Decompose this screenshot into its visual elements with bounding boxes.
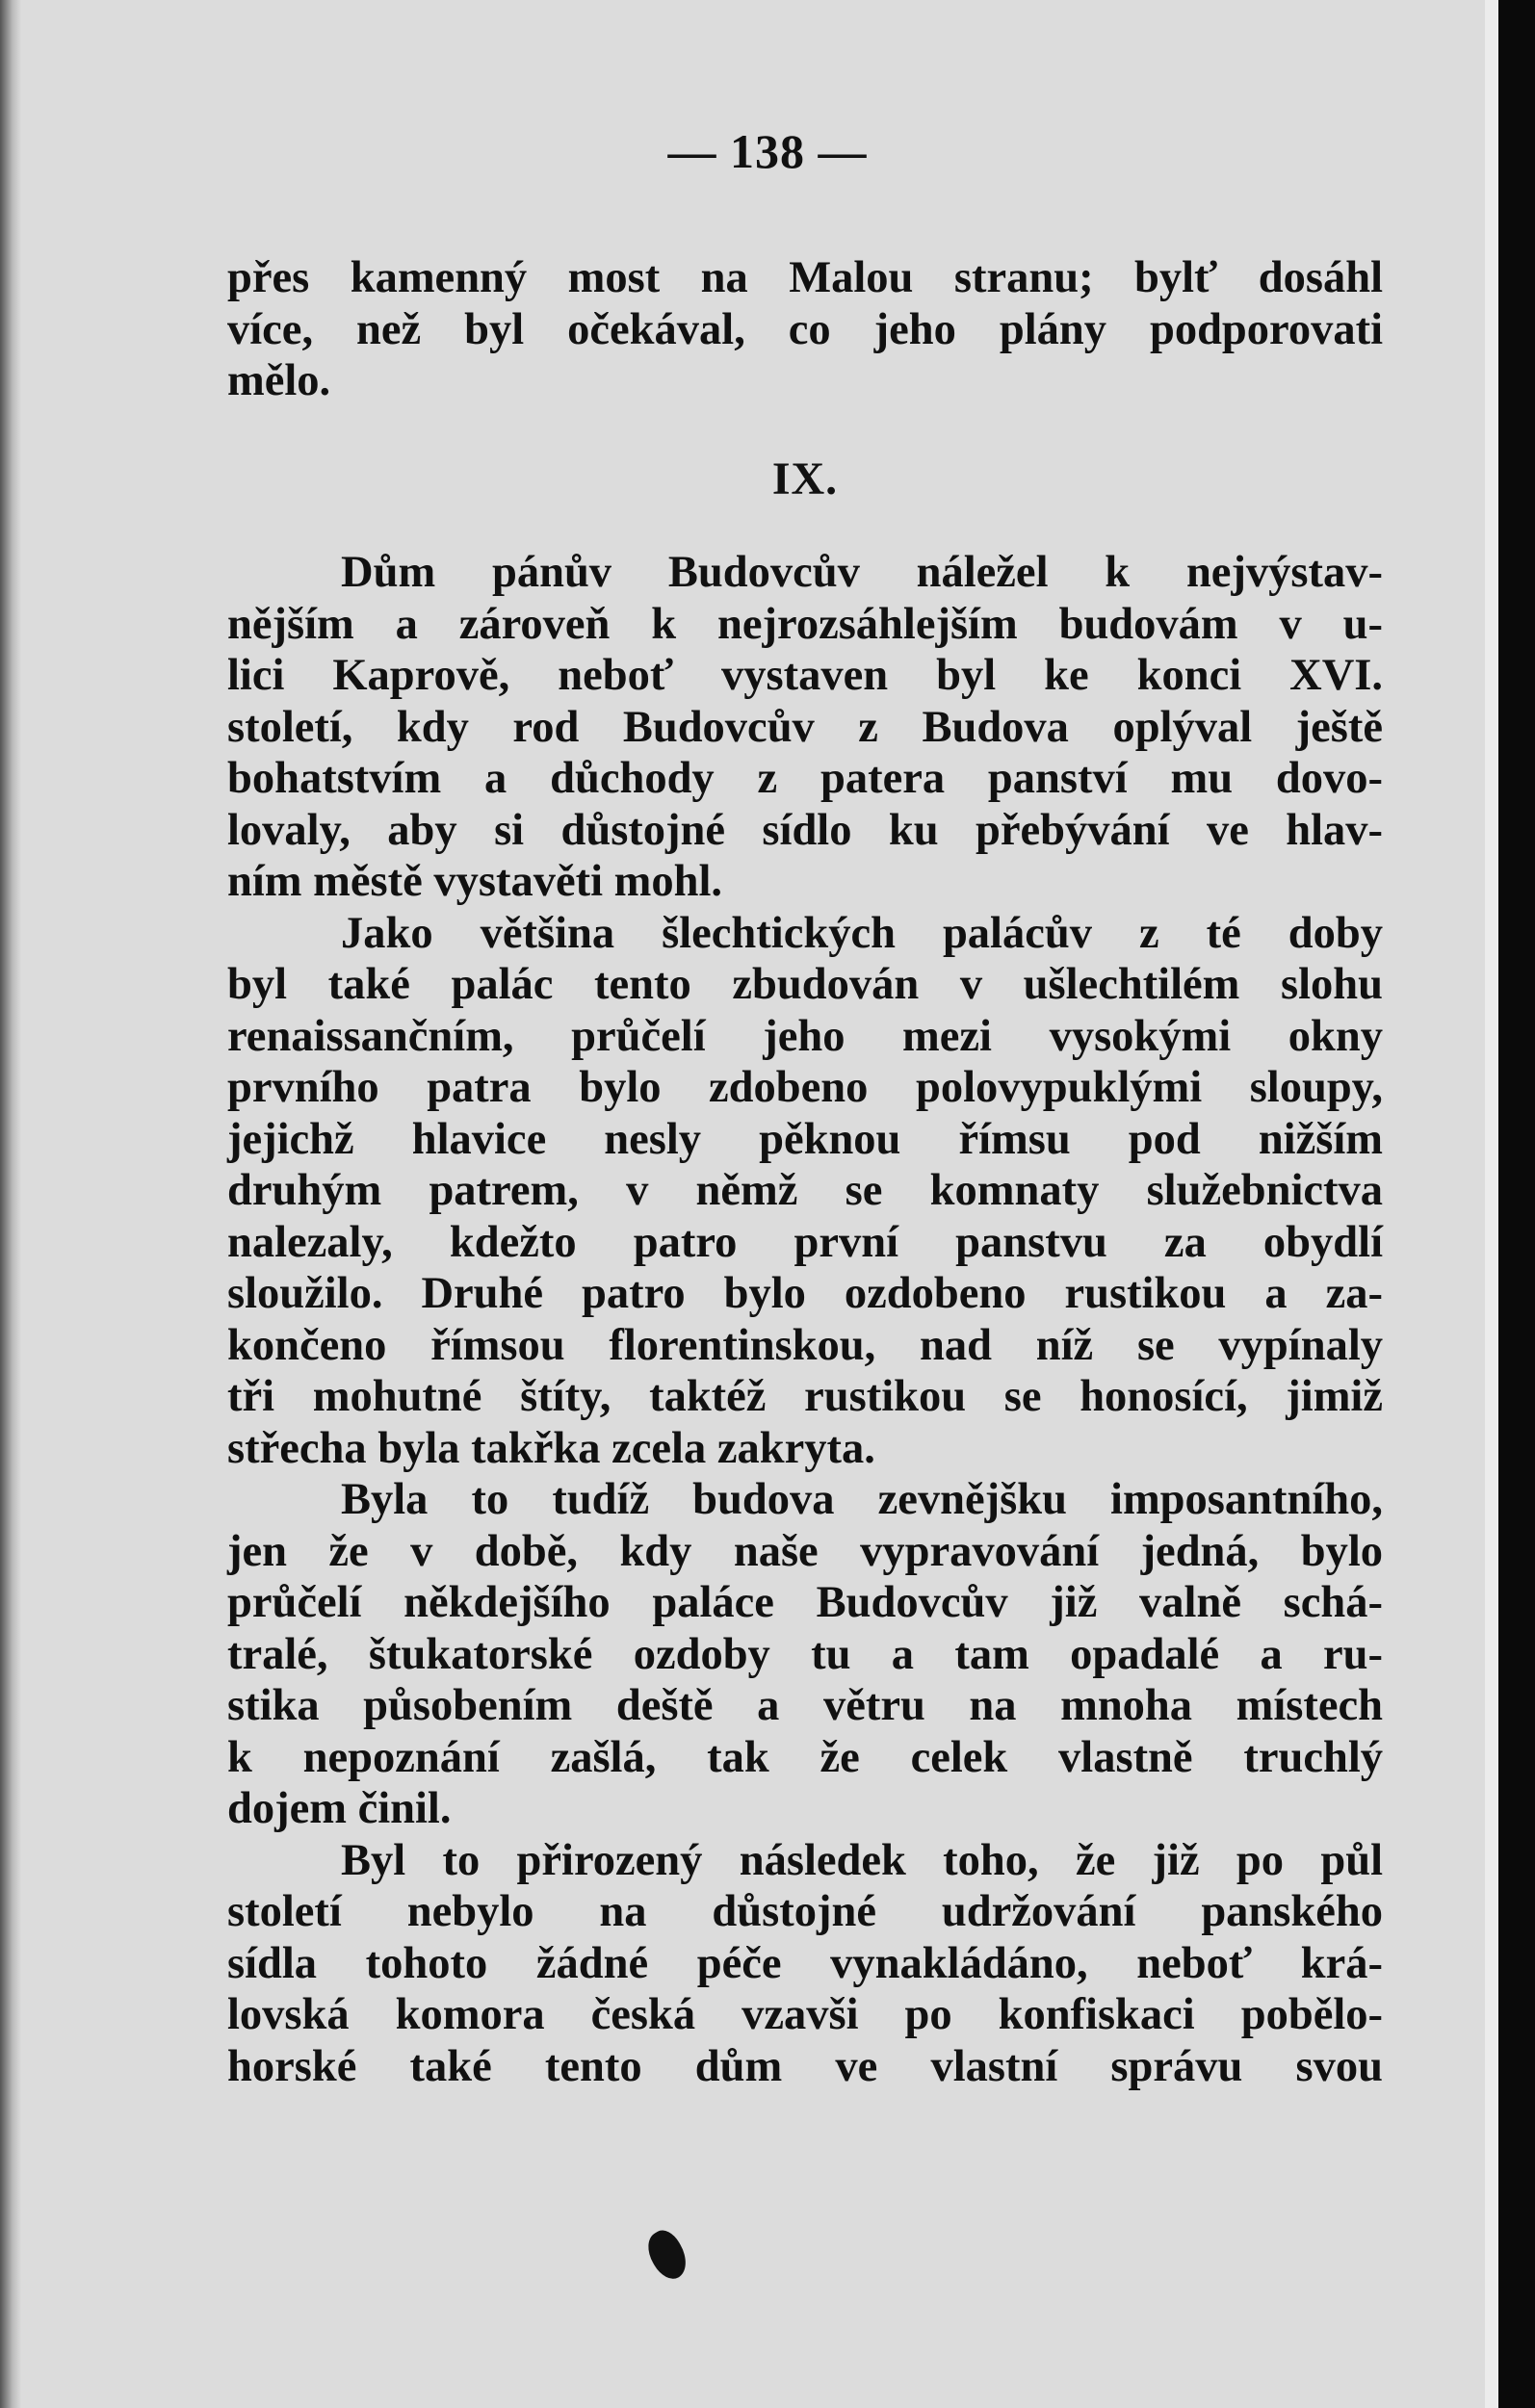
text-line: Dům pánův Budovcův náležel k nejvýstav- [341,548,1383,597]
text-line: více, než byl očekával, co jeho plány podporovati [227,304,1383,354]
text-line: prvního patra bylo zdobeno polovypuklými sloupy, [227,1063,1383,1112]
text-line: jejichž hlavice nesly pěknou římsu pod nižším [227,1114,1383,1164]
text-line: sídla tohoto žádné péče vynakládáno, neboť krá- [227,1938,1383,1988]
text-line: tři mohutné štíty, taktéž rustikou se honosící, jimiž [227,1372,1383,1421]
text-line: střecha byla takřka zcela zakryta. [227,1423,875,1473]
text-line: tralé, štukatorské ozdoby tu a tam opadalé a ru- [227,1629,1383,1679]
text-line: renaissančním, průčelí jeho mezi vysokými okny [227,1011,1383,1061]
text-line: století nebylo na důstojné udržování panského [227,1887,1383,1936]
text-line: nalezaly, kdežto patro první panstvu za obydlí [227,1217,1383,1267]
page-number: — 138 — [667,124,868,178]
text-line: lovská komora česká vzavši po konfiskaci pobělo- [227,1990,1383,2039]
text-line: Jako většina šlechtických palácův z té doby [341,908,1383,958]
text-line: dojem činil. [227,1784,452,1833]
text-body [227,252,1383,2092]
text-line: byl také palác tento zbudován v ušlechtilém slohu [227,960,1383,1009]
text-line: jen že v době, kdy naše vypravování jedná, bylo [227,1526,1383,1576]
text-line: sloužilo. Druhé patro bylo ozdobeno rustikou a za- [227,1269,1383,1318]
text-line: mělo. [227,356,331,405]
text-line: Byl to přirozený následek toho, že již po půl [341,1835,1383,1885]
text-line: stika působením deště a větru na mnoha místech [227,1681,1383,1730]
text-line: končeno římsou florentinskou, nad níž se vypínaly [227,1320,1383,1370]
page-edge-gap [1485,0,1498,2408]
paragraph-4 [227,1835,1383,2093]
text-line: průčelí někdejšího paláce Budovcův již valně schá- [227,1578,1383,1627]
text-line: bohatstvím a důchody z patera panství mu dovo- [227,754,1383,803]
text-line: Byla to tudíž budova zevnějšku imposantního, [341,1475,1383,1524]
text-line: lici Kaprově, neboť vystaven byl ke konci XVI. [227,651,1383,700]
paragraph-1 [227,547,1383,908]
page-edge-border [1498,0,1535,2408]
paragraph-2 [227,908,1383,1475]
text-line: horské také tento dům ve vlastní správu svou [227,2041,1383,2091]
text-line: přes kamenný most na Malou stranu; bylť dosáhl [227,253,1383,302]
text-line: ním městě vystavěti mohl. [227,857,722,906]
text-line: k nepoznání zašlá, tak že celek vlastně truchlý [227,1732,1383,1782]
text-line: nějším a zároveň k nejrozsáhlejším budovám v u- [227,599,1383,649]
text-line: druhým patrem, v němž se komnaty služebnictva [227,1166,1383,1215]
text-line: století, kdy rod Budovcův z Budova oplýval ještě [227,702,1383,752]
chapter-heading: IX. [771,453,839,505]
text-line: lovaly, aby si důstojné sídlo ku přebývání ve hlav- [227,805,1383,855]
ink-blot [640,2225,693,2285]
paragraph-3 [227,1474,1383,1835]
spine-shadow [0,0,21,2408]
